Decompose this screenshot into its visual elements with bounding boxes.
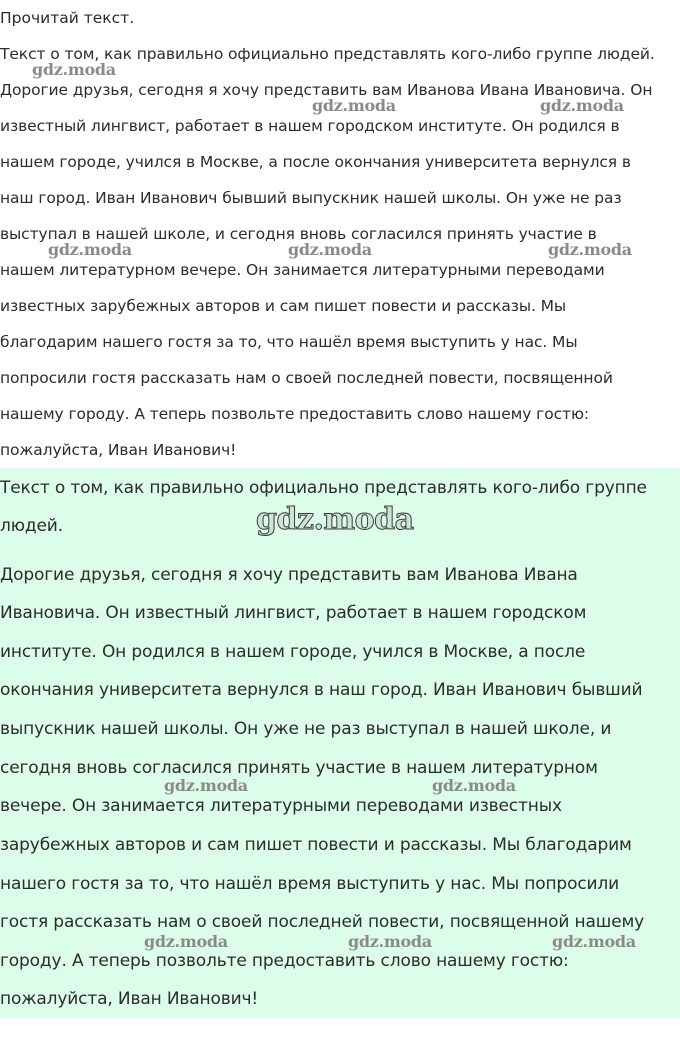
answer-line: людей. xyxy=(0,516,63,536)
answer-line: Дорогие друзья, сегодня я хочу представить вам Иванова Ивана xyxy=(0,565,578,585)
task-line: выступал в нашей школе, и сегодня вновь согласился принять участие в xyxy=(0,225,597,243)
watermark: gdz.moda xyxy=(164,776,248,795)
task-line: нашем литературном вечере. Он занимается литературными переводами xyxy=(0,261,605,279)
watermark: gdz.moda xyxy=(256,502,414,537)
answer-line: гостя рассказать нам о своей последней повести, посвященной нашему xyxy=(0,912,645,932)
task-line: нашему городу. А теперь позвольте предоставить слово нашему гостю: xyxy=(0,405,590,423)
instruction-text: Прочитай текст. xyxy=(0,9,135,27)
task-line: пожалуйста, Иван Иванович! xyxy=(0,441,237,459)
watermark: gdz.moda xyxy=(144,932,228,951)
answer-line: городу. А теперь позвольте предоставить слово нашему гостю: xyxy=(0,951,569,971)
answer-line: выпускник нашей школы. Он уже не раз выступал в нашей школе, и xyxy=(0,719,612,739)
watermark: gdz.moda xyxy=(288,240,372,259)
answer-line: нашего гостя за то, что нашёл время выступить у нас. Мы попросили xyxy=(0,874,620,894)
watermark: gdz.moda xyxy=(432,776,516,795)
answer-line: пожалуйста, Иван Иванович! xyxy=(0,989,259,1009)
answer-line: институте. Он родился в нашем городе, учился в Москве, а после xyxy=(0,642,586,662)
answer-line: Текст о том, как правильно официально представлять кого-либо группе xyxy=(0,478,647,498)
task-line: известный лингвист, работает в нашем городском институте. Он родился в xyxy=(0,117,620,135)
watermark: gdz.moda xyxy=(548,240,632,259)
watermark: gdz.moda xyxy=(540,96,624,115)
answer-line: окончания университета вернулся в наш город. Иван Иванович бывший xyxy=(0,680,643,700)
watermark: gdz.moda xyxy=(48,240,132,259)
answer-line: зарубежных авторов и сам пишет повести и рассказы. Мы благодарим xyxy=(0,835,632,855)
watermark: gdz.moda xyxy=(32,60,116,79)
task-line: известных зарубежных авторов и сам пишет повести и рассказы. Мы xyxy=(0,297,567,315)
watermark: gdz.moda xyxy=(348,932,432,951)
answer-line: Ивановича. Он известный лингвист, работает в нашем городском xyxy=(0,603,587,623)
task-line: Дорогие друзья, сегодня я хочу представить вам Иванова Ивана Ивановича. Он xyxy=(0,81,653,99)
watermark: gdz.moda xyxy=(552,932,636,951)
task-line: наш город. Иван Иванович бывший выпускник нашей школы. Он уже не раз xyxy=(0,189,622,207)
task-line: нашем городе, учился в Москве, а после окончания университета вернулся в xyxy=(0,153,631,171)
answer-line: вечере. Он занимается литературными переводами известных xyxy=(0,796,562,816)
task-line: Текст о том, как правильно официально представлять кого-либо группе людей. xyxy=(0,45,655,63)
watermark: gdz.moda xyxy=(312,96,396,115)
task-line: попросили гостя рассказать нам о своей последней повести, посвященной xyxy=(0,369,613,387)
answer-line: сегодня вновь согласился принять участие в нашем литературном xyxy=(0,758,598,778)
task-line: благодарим нашего гостя за то, что нашёл время выступить у нас. Мы xyxy=(0,333,578,351)
